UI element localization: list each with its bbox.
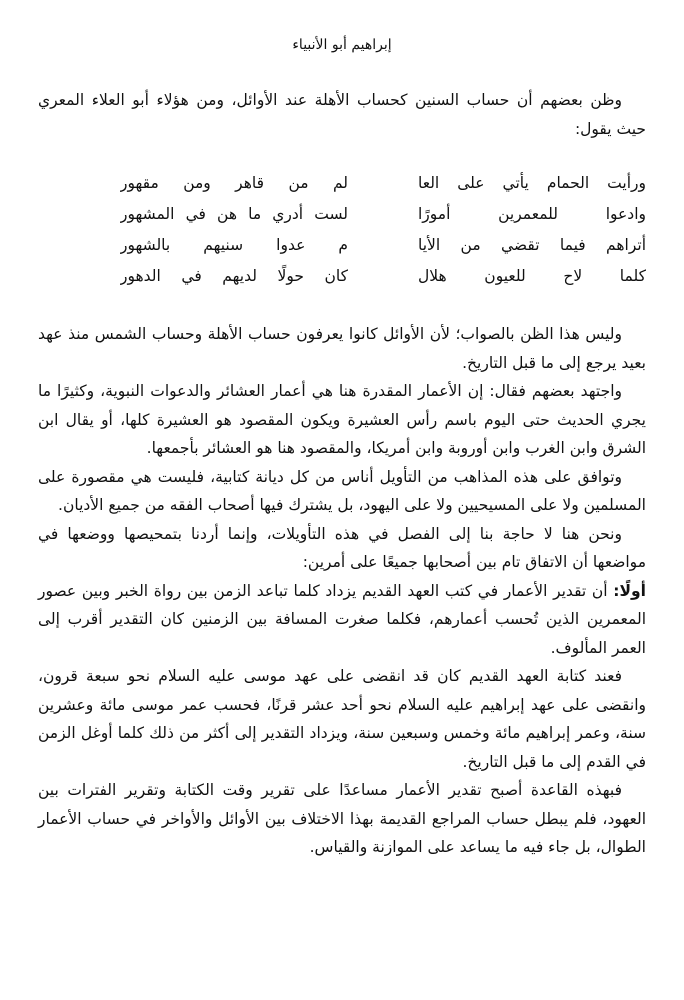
poem-first-hemistich: أتراهم فيما تقضي من الأيا <box>418 236 646 254</box>
body-paragraph-1: وليس هذا الظن بالصواب؛ لأن الأوائل كانوا يعرفون حساب الأهلة وحساب الشمس منذ عهد بعيد يرجع إلى ما قبل التاريخ. <box>38 325 646 372</box>
first-point-text: أن تقدير الأعمار في كتب العهد القديم يزداد كلما تباعد الزمن بين رواة الخبر وبين عصور المعمرين الذين تُحسب أعمارهم، فكلما صغرت المسافة بين الزمنين كان التقدير أقرب إلى العمر المألوف. <box>38 581 646 657</box>
body-paragraph-6: فعند كتابة العهد القديم كان قد انقضى على عهد موسى عليه السلام نحو سبعة قرون، وانقضى على عهد إبراهيم عليه السلام نحو أحد عشر قرنًا، فحسب عمر موسى مائة وعشرين سنة، وعمر إبراهيم مائة وخمس وسبعين سنة، ويزداد التقدير إلى أكثر من ذلك كلما أوغل الزمن في القدم إلى ما قبل التاريخ. <box>38 667 646 771</box>
intro-block <box>38 86 646 143</box>
poem-line <box>120 168 646 199</box>
body-block <box>38 320 646 862</box>
first-point-label: أولًا: <box>613 581 646 600</box>
body-paragraph-5 <box>38 577 646 663</box>
poem-line <box>120 199 646 230</box>
body-paragraph-7: فبهذه القاعدة أصبح تقدير الأعمار مساعدًا على تقرير وقت الكتابة وتقرير الفترات بين العهود، فلم يبطل حساب المراجع القديمة بهذا الاختلاف بين الأوائل والأواخر في حساب الأعمار الطوال، بل جاء فيه ما يساعد على الموازنة والقياس. <box>38 781 646 856</box>
poem-second-hemistich: م عدوا سنيهم بالشهور <box>120 236 348 254</box>
body-paragraph-2: واجتهد بعضهم فقال: إن الأعمار المقدرة هنا هي أعمار العشائر والدعوات النبوية، وكثيرًا ما يجري الحديث حتى اليوم باسم رأس العشيرة ويكون المقصود هو العشيرة كلها، أو يقال ابن الشرق وابن الغرب وابن أوروبة وابن أمريكا، والمقصود هنا هو العشائر بأجمعها. <box>38 382 646 457</box>
poem-second-hemistich: لم من قاهر ومن مقهور <box>120 174 348 192</box>
poem-first-hemistich: وادعوا للمعمرين أمورًا <box>418 205 646 223</box>
poem-second-hemistich: كان حولًا لديهم في الدهور <box>120 267 348 285</box>
running-header: إبراهيم أبو الأنبياء <box>292 37 392 53</box>
body-paragraph-4: ونحن هنا لا حاجة بنا إلى الفصل في هذه التأويلات، وإنما أردنا بتمحيصها ووضعها في مواضعها أن الاتفاق تام بين أصحابها جميعًا على أمرين: <box>38 524 646 571</box>
poem <box>120 168 646 292</box>
poem-line <box>120 230 646 261</box>
body-paragraph-3: وتوافق على هذه المذاهب من التأويل أناس من كل ديانة كتابية، فليست هي مقصورة على المسلمين ولا على المسيحيين ولا على اليهود، بل يشترك فيها أصحاب الفقه من جميع الأديان. <box>38 467 646 514</box>
intro-paragraph: وظن بعضهم أن حساب السنين كحساب الأهلة عند الأوائل، ومن هؤلاء أبو العلاء المعري حيث يقول: <box>38 91 646 138</box>
poem-second-hemistich: لست أدري ما هن في المشهور <box>120 205 348 223</box>
poem-first-hemistich: كلما لاح للعيون هلال <box>418 267 646 285</box>
poem-first-hemistich: ورأيت الحمام يأتي على العا <box>418 174 646 192</box>
poem-line <box>120 261 646 292</box>
